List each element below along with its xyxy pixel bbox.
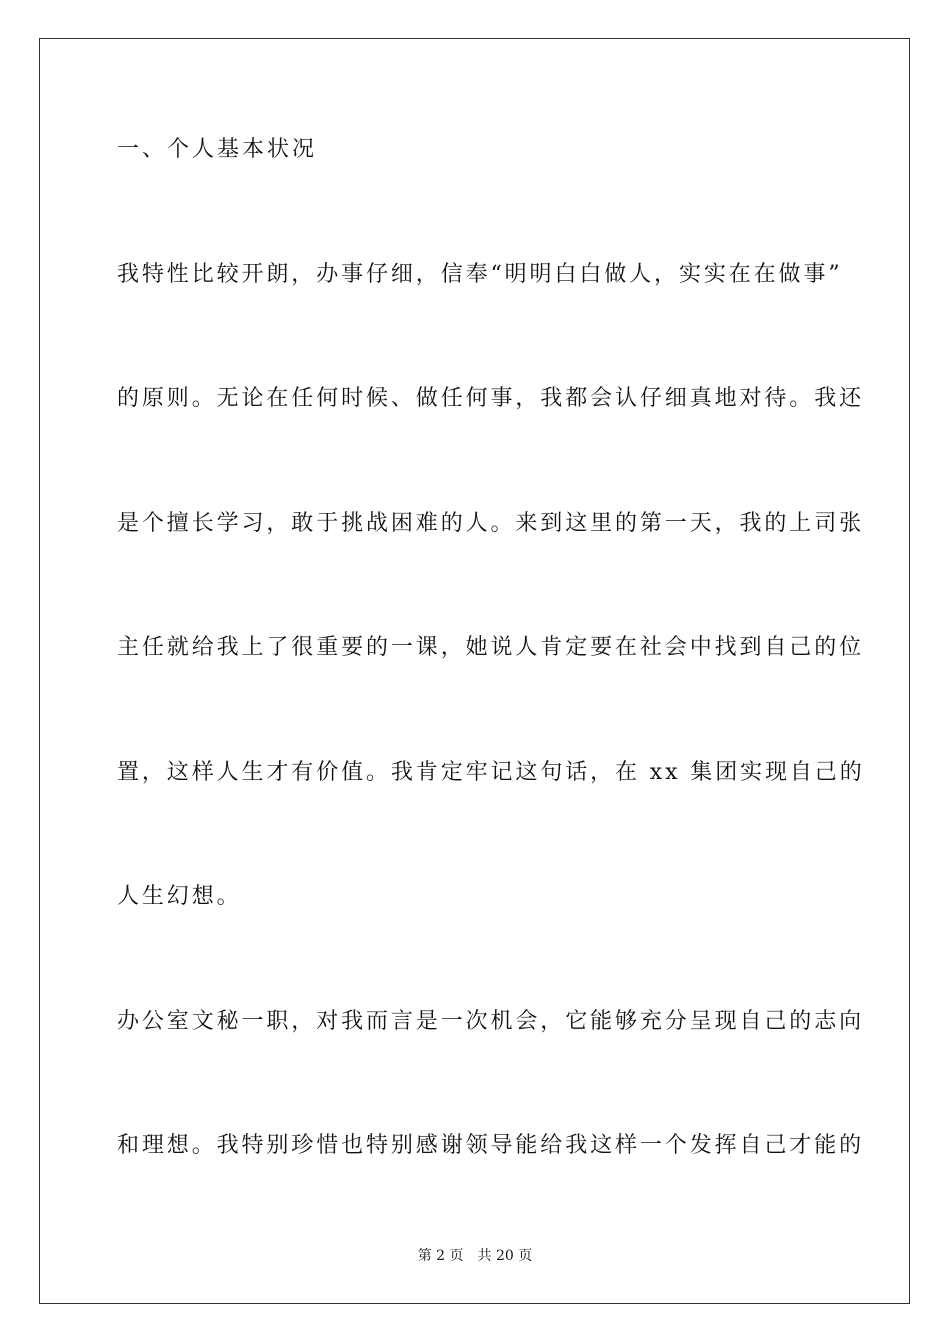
body-line: 置，这样人生才有价值。我肯定牢记这句话，在 xx 集团实现自己的 xyxy=(117,760,865,785)
body-line: 和理想。我特别珍惜也特别感谢领导能给我这样一个发挥自己才能的 xyxy=(117,1133,865,1158)
body-line: 主任就给我上了很重要的一课，她说人肯定要在社会中找到自己的位 xyxy=(117,635,865,660)
body-line: 人生幻想。 xyxy=(117,884,242,909)
page-number: 第 2 页 xyxy=(417,1248,464,1264)
body-line: 的原则。无论在任何时候、做任何事，我都会认仔细真地对待。我还 xyxy=(117,386,865,411)
section-heading: 一、个人基本状况 xyxy=(117,137,318,162)
body-line: 我特性比较开朗，办事仔细，信奉“明明白白做人，实实在在做事” xyxy=(117,262,843,287)
body-line: 是个擅长学习，敢于挑战困难的人。来到这里的第一天，我的上司张 xyxy=(117,511,865,536)
page-total: 共 20 页 xyxy=(477,1248,533,1264)
body-line: 办公室文秘一职，对我而言是一次机会，它能够充分呈现自己的志向 xyxy=(117,1009,865,1034)
page-footer xyxy=(0,1246,950,1266)
page-border xyxy=(39,38,910,1304)
